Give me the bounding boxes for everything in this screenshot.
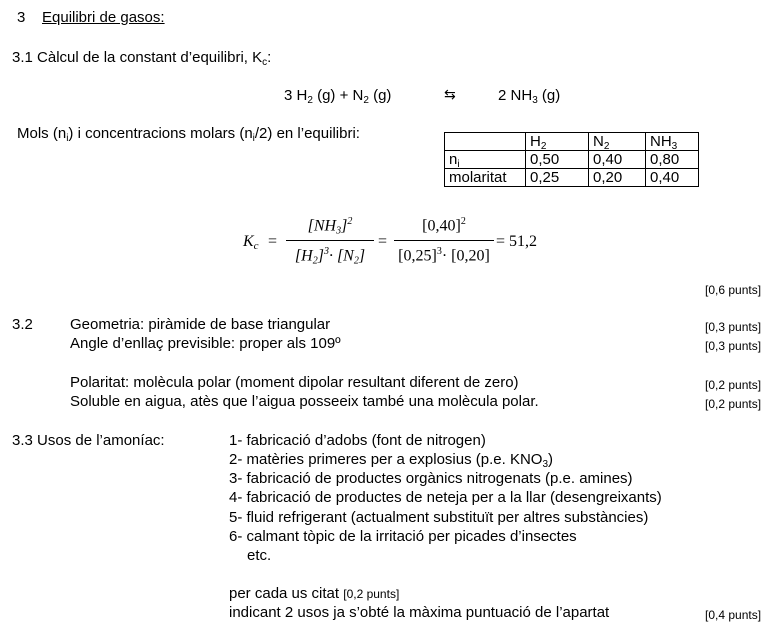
points-soluble: [0,2 punts]: [705, 397, 762, 411]
kc-eq1: =: [268, 233, 278, 250]
table-cell: 0,80: [646, 151, 699, 169]
table-header-cell: $H_2$: [526, 133, 589, 151]
points-3-3: [0,4 punts]: [705, 608, 762, 622]
reaction-left-c: (g): [368, 87, 392, 104]
per-cada-line: [229, 585, 399, 603]
use-item-6: 6- calmant tòpic de la irritació per picades d’insectes: [229, 528, 577, 545]
s31-sub: c: [262, 57, 268, 68]
s32-soluble: Soluble en aigua, atès que l’aigua posseeix també una molècula polar.: [70, 393, 539, 410]
table-cell: 0,40: [646, 169, 699, 187]
fraction-bar-1: [286, 240, 374, 241]
s32-number: 3.2: [12, 316, 33, 333]
per-cada-points: [0,2 punts]: [343, 587, 400, 601]
kc-numerator-1: $[NH_3]^2$: [307, 216, 353, 237]
reaction-left: [284, 87, 391, 105]
use-item-3: 3- fabricació de productes orgànics nitrogenats (p.e. amines): [229, 470, 633, 487]
use-item-5: 5- fluid refrigerant (actualment substituït per altres substàncies): [229, 509, 649, 526]
mols-a-sub: i: [66, 133, 69, 144]
s33-label: 3.3 Usos de l’amoníac:: [12, 432, 165, 449]
s32-angle: Angle d’enllaç previsible: proper als 109º: [70, 335, 341, 352]
use-item-1: 1- fabricació d’adobs (font de nitrogen): [229, 432, 486, 449]
use-etc: etc.: [247, 547, 272, 564]
per-cada-text: per cada us citat: [229, 585, 340, 602]
table-cell: 0,20: [589, 169, 646, 187]
reaction-left-sub2: 2: [363, 95, 369, 106]
reaction-right-a: 2 NH: [498, 87, 533, 104]
s31-heading: [12, 49, 271, 67]
table-row-label: molaritat: [445, 169, 526, 187]
mols-text: [17, 125, 360, 143]
use-item-4: 4- fabricació de productes de neteja per a la llar (desengreixants): [229, 489, 662, 506]
reaction-left-sub1: 2: [307, 95, 313, 106]
mols-b-sub: i: [252, 133, 255, 144]
points-angle: [0,3 punts]: [705, 339, 762, 353]
use-item-2: 2- matèries primeres per a explosius (p.e. $KNO_3$): [229, 451, 554, 470]
kc-denominator-2: $[0,25]^3\cdot [0,20]$: [398, 246, 490, 265]
indicant-line: indicant 2 usos ja s’obté la màxima puntuació de l’apartat: [229, 604, 610, 621]
fraction-bar-2: [394, 240, 494, 241]
table-header-row: [445, 133, 699, 151]
s31-end: :: [267, 49, 272, 66]
kc-result: = 51,2: [496, 233, 538, 250]
mols-a: Mols (n: [17, 125, 67, 142]
section-title: Equilibri de gasos:: [42, 9, 165, 26]
mols-b: ) i concentracions molars (n: [68, 125, 253, 142]
reaction-right-b: (g): [537, 87, 561, 104]
points-3-1: [0,6 punts]: [705, 283, 762, 297]
kc-lhs: $K_c$: [243, 233, 259, 252]
equilibrium-arrow: ⇆: [444, 87, 456, 103]
section-number: 3: [17, 9, 26, 26]
points-polarity: [0,2 punts]: [705, 378, 762, 392]
s31-label: 3.1 Càlcul de la constant d’equilibri, K: [12, 49, 263, 66]
table-cell: 0,50: [526, 151, 589, 169]
table-row: [445, 169, 699, 187]
reaction-right-sub: 3: [532, 95, 538, 106]
reaction-right: [498, 87, 560, 105]
points-geometry: [0,3 punts]: [705, 320, 762, 334]
table-header-cell: [445, 133, 526, 151]
equilibrium-table: [444, 132, 699, 187]
table-cell: 0,40: [589, 151, 646, 169]
kc-numerator-2: $[0,40]^2$: [422, 216, 466, 235]
table-header-cell: $N_2$: [589, 133, 646, 151]
s32-polarity: Polaritat: molècula polar (moment dipolar resultant diferent de zero): [70, 374, 519, 391]
reaction-left-a: 3 H: [284, 87, 308, 104]
table-row-label: $n_i$: [445, 151, 526, 169]
table-cell: 0,25: [526, 169, 589, 187]
kc-eq2: =: [378, 233, 388, 250]
kc-denominator-1: $[H_2]^3\cdot [N_2]$: [294, 246, 366, 267]
s32-geometry: Geometria: piràmide de base triangular: [70, 316, 331, 333]
mols-c: /2) en l’equilibri:: [254, 125, 360, 142]
reaction-left-b: (g) + N: [312, 87, 364, 104]
table-row: [445, 151, 699, 169]
table-header-cell: $NH_3$: [646, 133, 699, 151]
